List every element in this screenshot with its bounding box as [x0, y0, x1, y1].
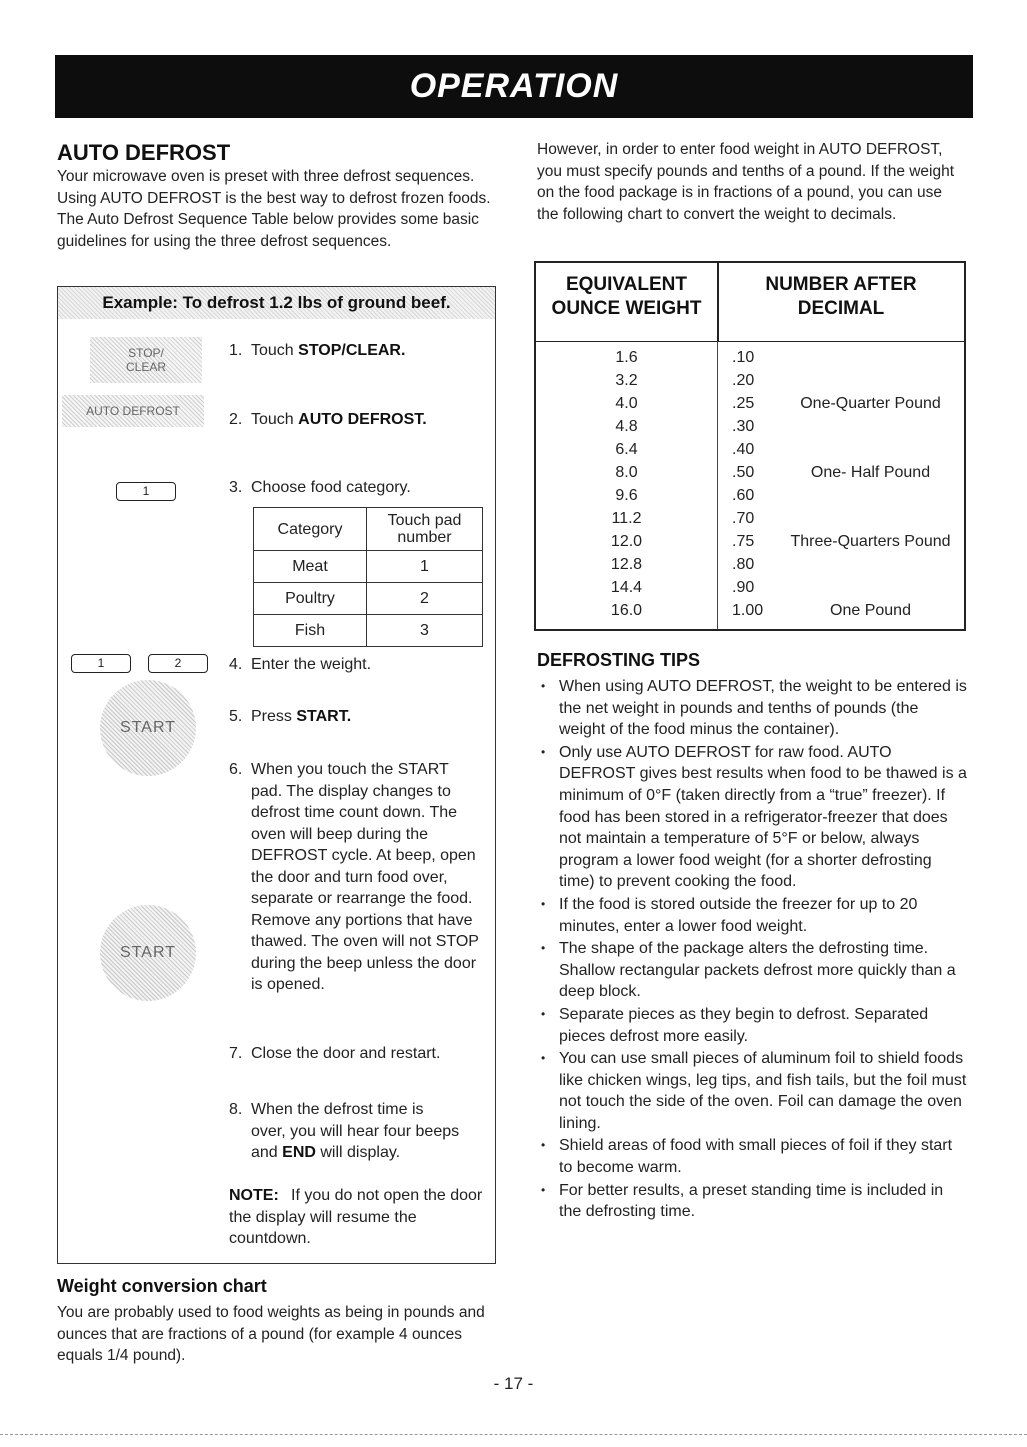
step-4: 4. Enter the weight.	[229, 656, 372, 673]
ounce-cell: 6.4	[615, 441, 638, 458]
table-row	[536, 599, 964, 622]
table-row	[536, 369, 964, 392]
fraction-note: One- Half Pound	[810, 464, 931, 481]
list-item: • For better results, a preset standing time is included in the defrosting time.	[537, 1180, 967, 1223]
step-6: 6. When you touch the START pad. The display changes to defrost time count down. The oven will beep during the DEFROST cycle. At beep, open the door and turn food over, separate or rearrange the food. Remove any portions that have thawed. The oven will not STOP during the beep unless the door is opened.	[229, 761, 479, 993]
ounce-cell: 1.6	[615, 349, 638, 366]
table-row	[254, 615, 483, 647]
table-row	[254, 551, 483, 583]
step-5: 5. Press START.	[229, 708, 352, 725]
decimal-cell: .20	[732, 372, 755, 389]
number-key-2-icon: 2	[148, 654, 208, 673]
table-row	[536, 461, 964, 484]
stop-clear-key-label: STOP/ CLEAR	[125, 346, 166, 374]
decimal-cell: .90	[732, 579, 755, 596]
page-banner: OPERATION	[55, 55, 973, 118]
auto-defrost-intro: Your microwave oven is preset with three defrost sequences. Using AUTO DEFROST is the best way to defrost frozen foods. The Auto Defrost Sequence Table below provides some basic guidelines for using the three defrost sequences.	[57, 168, 491, 250]
fraction-note: Three-Quarters Pound	[790, 533, 951, 550]
category-cell: Meat	[254, 551, 367, 583]
weight-chart-text: You are probably used to food weights as being in pounds and ounces that are fractions of a pound (for example 4 ounces equals 1/4 pound).	[57, 1304, 485, 1364]
touchpad-cell: 1	[367, 551, 483, 583]
page-number: - 17 -	[493, 1374, 534, 1393]
table-row	[536, 530, 964, 553]
conversion-table-header	[536, 263, 964, 342]
auto-defrost-title: AUTO DEFROST	[57, 140, 231, 165]
ounce-cell: 4.8	[615, 418, 638, 435]
defrosting-tips-title: DEFROSTING TIPS	[537, 650, 701, 670]
ounce-cell: 12.8	[610, 556, 643, 573]
fraction-note: One Pound	[830, 602, 911, 619]
touchpad-header: Touch pad number	[367, 508, 483, 551]
decimal-cell: .25	[732, 395, 755, 412]
list-item: • You can use small pieces of aluminum foil to shield foods like chicken wings, leg tips, and fish tails, but the foil must not touch the side of the oven. Foil can damage the oven lining.	[537, 1048, 967, 1134]
ounce-cell: 8.0	[615, 464, 638, 481]
list-item: • When using AUTO DEFROST, the weight to be entered is the net weight in pounds and tenths of pounds (the weight of the food minus the container).	[537, 676, 967, 741]
list-item: • Separate pieces as they begin to defrost. Separated pieces defrost more easily.	[537, 1004, 967, 1047]
category-header: Category	[254, 508, 367, 551]
table-row	[536, 484, 964, 507]
decimal-cell: .30	[732, 418, 755, 435]
start-key-label: START	[120, 944, 176, 961]
list-item: • If the food is stored outside the freezer for up to 20 minutes, enter a lower food weight.	[537, 894, 967, 937]
decimal-cell: 1.00	[732, 602, 764, 619]
decimal-cell: .10	[732, 349, 755, 366]
auto-defrost-key-label: AUTO DEFROST	[86, 404, 180, 418]
step-7: 7. Close the door and restart.	[229, 1045, 441, 1062]
ounce-cell: 11.2	[611, 510, 642, 527]
ounce-cell: 14.4	[610, 579, 643, 596]
table-row	[536, 438, 964, 461]
decimal-cell: .40	[732, 441, 755, 458]
right-intro: However, in order to enter food weight in AUTO DEFROST, you must specify pounds and tenths of a pound. If the weight on the food package is in fractions of a pound, you can use the following chart to convert the weight to decimals.	[537, 141, 955, 223]
category-cell: Fish	[254, 615, 367, 647]
note-label: NOTE:	[229, 1187, 279, 1204]
ounce-cell: 12.0	[610, 533, 643, 550]
decimal-cell: .80	[732, 556, 755, 573]
table-row	[254, 583, 483, 615]
decimal-cell: .50	[732, 464, 755, 481]
ounce-cell: 16.0	[610, 602, 643, 619]
number-key-1-icon: 1	[71, 654, 131, 673]
table-row	[536, 576, 964, 599]
step-3: 3. Choose food category.	[229, 479, 411, 496]
table-row	[536, 346, 964, 369]
step-8: 8. When the defrost time is over, you will hear four beeps and END will display.	[229, 1101, 460, 1161]
step-1: 1. Touch STOP/CLEAR.	[229, 342, 406, 359]
ounce-cell: 3.2	[615, 372, 638, 389]
header-ounce-weight: EQUIVALENT OUNCE WEIGHT	[551, 274, 702, 319]
stop-clear-key-icon	[90, 337, 202, 383]
conversion-table	[534, 261, 966, 631]
ounce-cell: 4.0	[615, 395, 638, 412]
note-text: If you do not open the door the display will resume the countdown.	[229, 1187, 483, 1247]
decimal-cell: .75	[732, 533, 755, 550]
fraction-note: One-Quarter Pound	[800, 395, 941, 412]
touchpad-cell: 3	[367, 615, 483, 647]
ounce-cell: 9.6	[615, 487, 638, 504]
category-table	[253, 507, 483, 647]
decimal-cell: .60	[732, 487, 755, 504]
start-key-label: START	[120, 719, 176, 736]
number-key-1-icon: 1	[116, 482, 176, 501]
table-row	[536, 507, 964, 530]
touchpad-cell: 2	[367, 583, 483, 615]
defrosting-tips-list	[537, 676, 967, 1224]
table-row	[536, 392, 964, 415]
header-decimal: NUMBER AFTER DECIMAL	[765, 274, 917, 319]
decimal-cell: .70	[732, 510, 755, 527]
auto-defrost-key-icon	[62, 395, 204, 427]
category-cell: Poultry	[254, 583, 367, 615]
list-item: • Only use AUTO DEFROST for raw food. AUTO DEFROST gives best results when food to be thawed is a minimum of 0°F (taken directly from a “true” freezer). If food has been stored in a refrigerator-freezer that does not maintain a temperature of 5°F or below, always program a lower food weight (for a shorter defrosting time) to prevent cooking the food.	[537, 742, 967, 893]
table-row	[536, 553, 964, 576]
list-item: • The shape of the package alters the defrosting time. Shallow rectangular packets defrost more quickly than a deep block.	[537, 938, 967, 1003]
table-row	[536, 415, 964, 438]
start-key-icon	[100, 680, 196, 776]
list-item: • Shield areas of food with small pieces of foil if they start to become warm.	[537, 1135, 967, 1178]
step-2: 2. Touch AUTO DEFROST.	[229, 411, 427, 428]
start-key-icon	[100, 905, 196, 1001]
example-title: Example: To defrost 1.2 lbs of ground beef.	[58, 287, 495, 319]
weight-chart-title: Weight conversion chart	[57, 1276, 267, 1296]
page-bottom-divider	[0, 1434, 1027, 1435]
